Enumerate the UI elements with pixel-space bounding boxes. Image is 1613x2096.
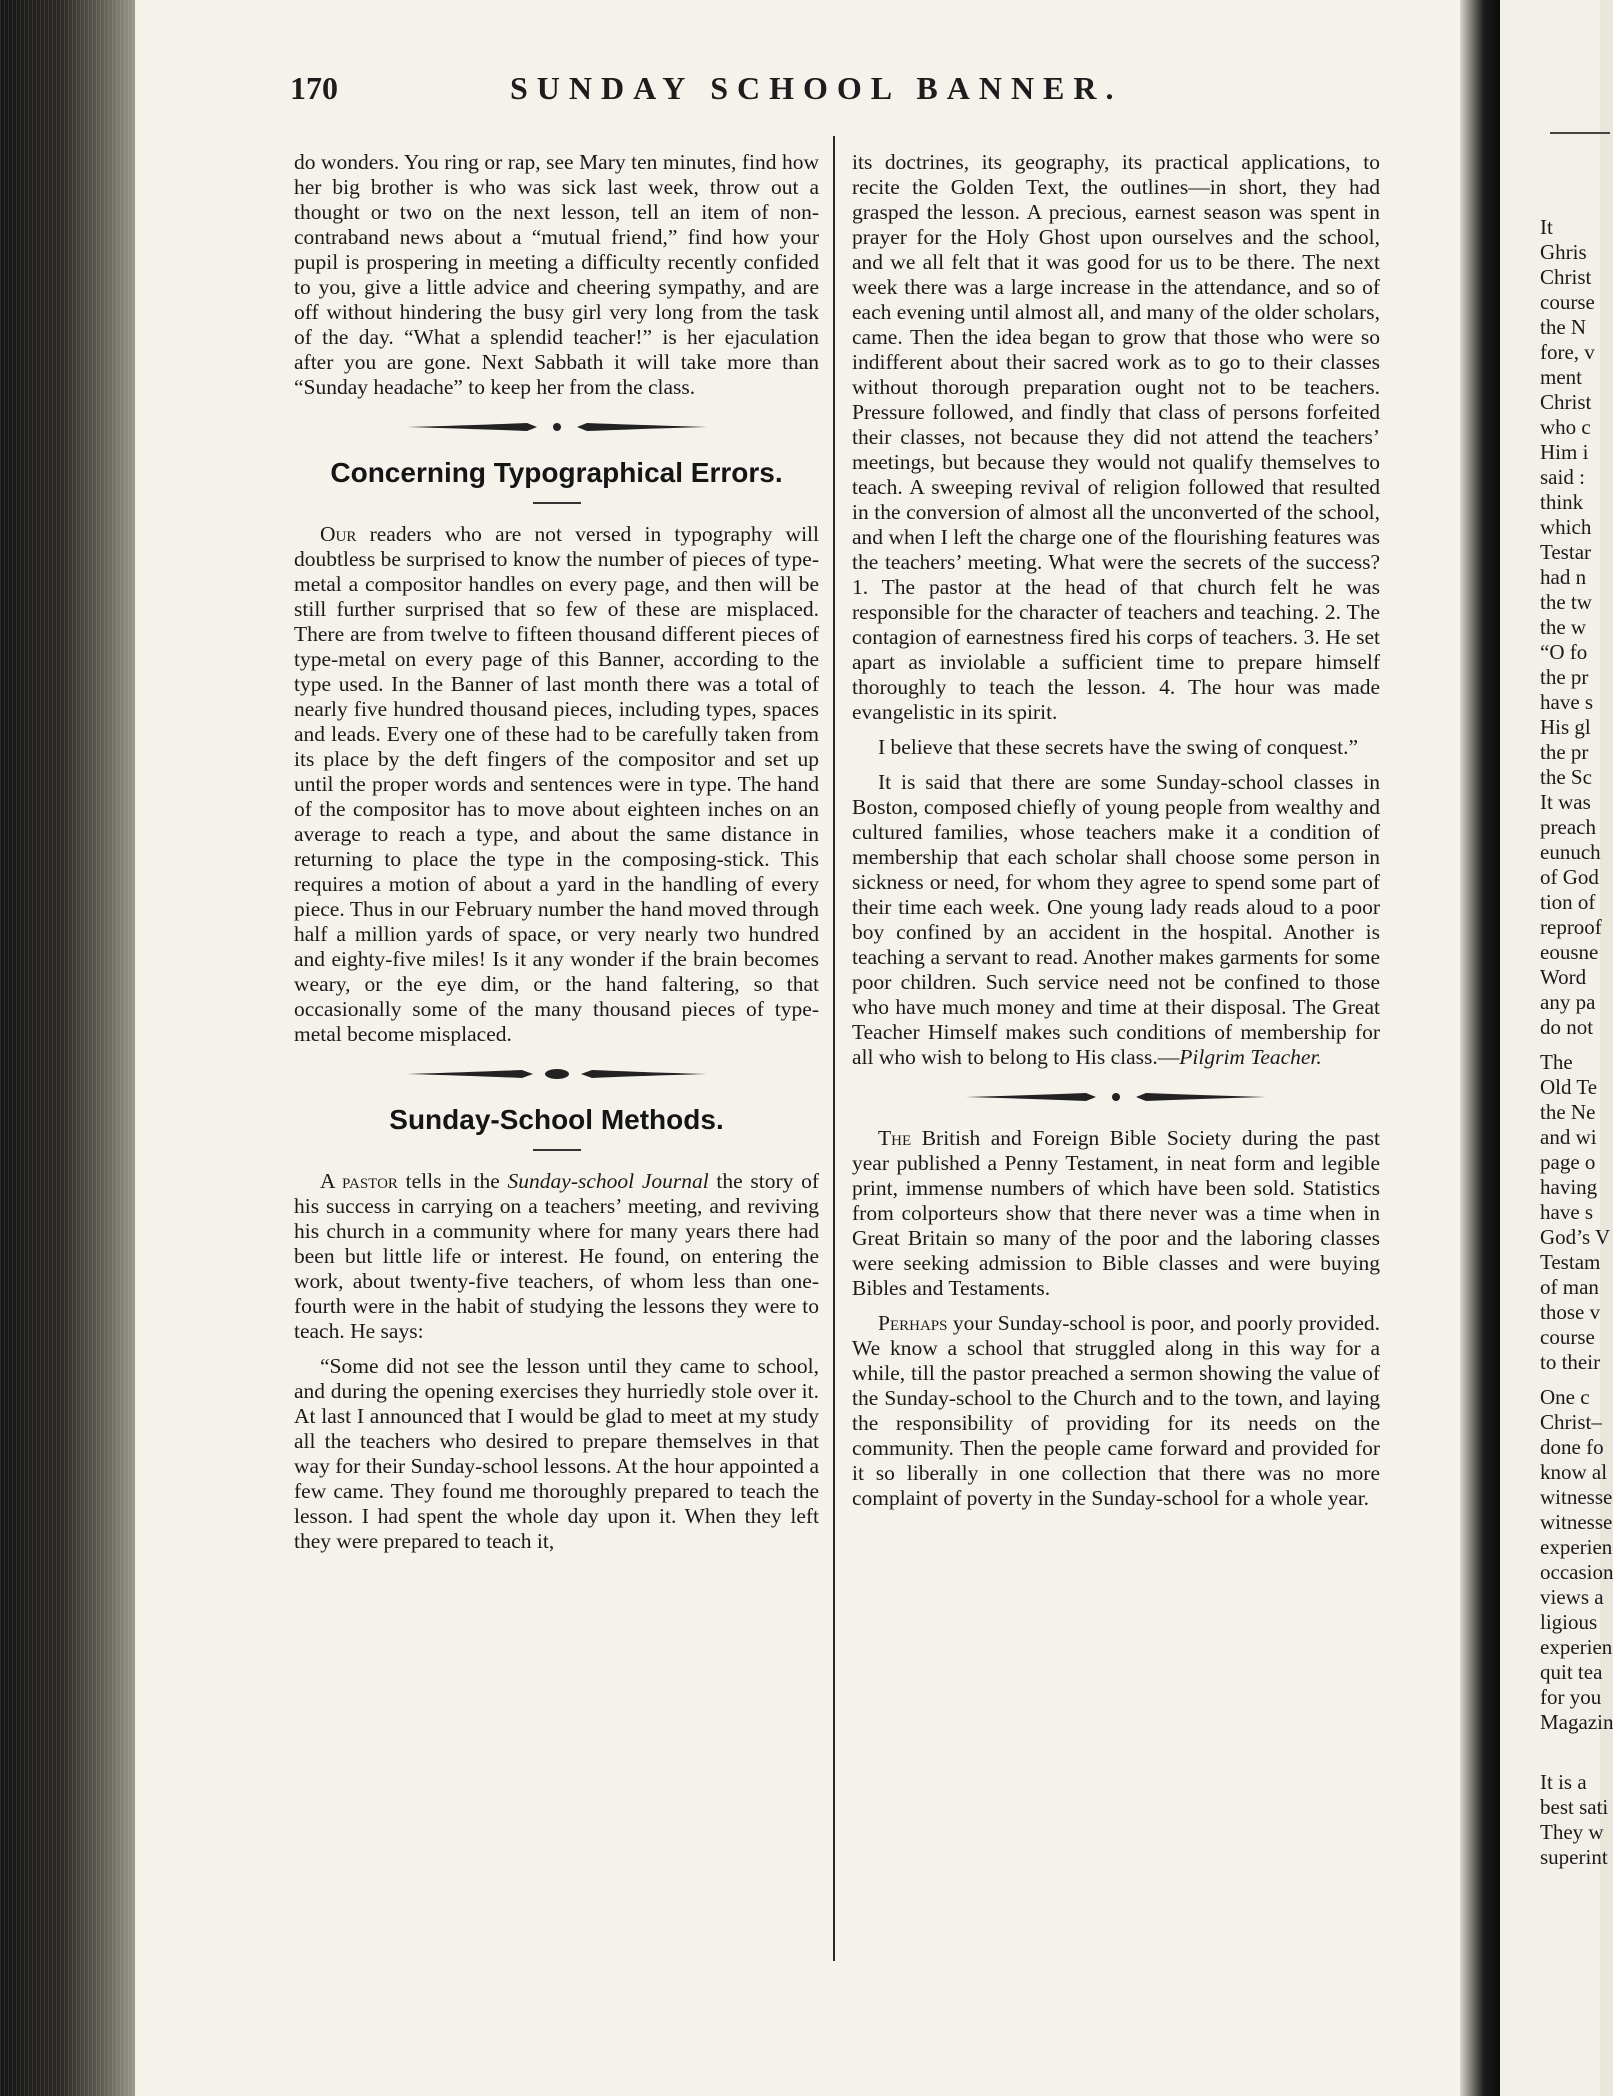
facing-page-line: best sati — [1540, 1795, 1609, 1819]
facing-page-line: the pr — [1540, 740, 1589, 764]
facing-page-line: Magazin — [1540, 1710, 1613, 1734]
running-head: SUNDAY SCHOOL BANNER. — [510, 70, 1123, 106]
facing-page-line: of God — [1540, 865, 1599, 889]
facing-page-line: the w — [1540, 615, 1587, 639]
facing-page-line: the N — [1540, 315, 1587, 339]
lead-word: Perhaps — [878, 1311, 948, 1335]
facing-page-line: quit tea — [1540, 1660, 1603, 1684]
column-divider — [833, 136, 835, 1961]
facing-page-line: witnesse — [1540, 1510, 1613, 1534]
facing-page-line: course — [1540, 290, 1595, 314]
intro-paragraph: do wonders. You ring or rap, see Mary ten minutes, find how her big brother is who was sick last week, throw out a thought or two on the next lesson, tell an item of non-contraband news about a “mutual friend,” find how your pupil is prospering in meeting a difficulty recently confided to you, give a little advice and cheering sympathy, and are off without hindering the busy girl very long from the task of the day. “What a splendid teacher!” is her ejaculation after you are gone. Next Sabbath it will take more than “Sunday headache” to keep her from the class. — [294, 150, 819, 399]
typographical-errors-paragraph — [294, 522, 819, 1047]
paragraph-text: It is said that there are some Sunday-school classes in Boston, composed chiefly of young people from wealthy and cultured families, whose teachers make it a condition of membership that each scholar shall choose some person in sickness or need, for whom they agree to spend some part of their time each week. One young lady reads aloud to a poor boy confined by an accident in the hospital. Another is teaching a servant to read. Another makes garments for some poor children. Such service need not be confined to those who have much money and time at their disposal. The Great Teacher Himself makes such conditions of membership for all who wish to belong to His class.— — [852, 770, 1380, 1069]
paragraph-text: tells in the — [405, 1169, 500, 1193]
paragraph-text: the story of his success in carrying on a teachers’ meeting, and reviving his church in a community where for many years there had been but little life or interest. He found, on entering the work, about twenty-five teachers, of whom less than one-fourth were in the habit of studying the lessons they were to teach. He says: — [294, 1169, 819, 1343]
facing-page-line: to their — [1540, 1350, 1601, 1374]
facing-page-line: fore, v — [1540, 340, 1595, 364]
facing-page-line: Ghris — [1540, 240, 1587, 264]
book-page-edges — [0, 0, 135, 2096]
conquest-paragraph: I believe that these secrets have the swing of conquest.” — [878, 735, 1358, 759]
facing-page-line: God’s V — [1540, 1225, 1611, 1249]
facing-page-line: Testam — [1540, 1250, 1601, 1274]
page-header — [290, 70, 1380, 120]
facing-page-line: views a — [1540, 1585, 1604, 1609]
poor-school-paragraph — [852, 1311, 1380, 1511]
facing-page-line: done fo — [1540, 1435, 1604, 1459]
section-title-typographical-errors: Concerning Typographical Errors. — [330, 457, 783, 488]
facing-page-line: reproof — [1540, 915, 1602, 939]
facing-page-line: do not — [1540, 1015, 1594, 1039]
facing-page-line: Old Te — [1540, 1075, 1598, 1099]
facing-page-line: tion of — [1540, 890, 1596, 914]
book-gutter — [1460, 0, 1500, 2096]
source-citation: Pilgrim Teacher. — [1179, 1045, 1322, 1069]
continued-paragraph: its doctrines, its geography, its practical applications, to recite the Golden Text, the outlines—in short, they had grasped the lesson. A precious, earnest season was spent in prayer for the Holy Ghost upon ourselves and the school, and we all felt that it was good for us to be there. The next week there was a large increase in the attendance, and so of each evening until almost all, and many of the older scholars, came. Then the idea began to grow that those who were so indifferent about their sacred work as to go to their classes without thorough preparation ought not to be teachers. Pressure followed, and findly that class of persons forfeited their classes, not because they did not attend the teachers’ meetings, but because they would not qualify themselves to teach. A sweeping revival of religion followed that resulted in the conversion of almost all the unconverted of the school, and when I left the charge one of the flourishing features was the teachers’ meeting. What were the secrets of the success? 1. The pastor at the head of that church felt he was responsible for the character of teachers and teaching. 2. The contagion of earnestness fired his corps of teachers. 3. He set apart as inviolable a sufficient time to prepare himself thoroughly to teach the lesson. 4. The hour was made evangelistic in its spirit. — [852, 150, 1380, 724]
paragraph-text: British and Foreign Bible Society during the past year published a Penny Testament, in neat form and legible print, immense numbers of which have been sold. Statistics from colporteurs show that there never was a time when in Great Britain so many of the poor and the laboring classes were seeking admission to Bible classes and were buying Bibles and Testaments. — [852, 1126, 1380, 1300]
right-column — [852, 150, 1380, 1521]
facing-page-line: It — [1540, 215, 1553, 239]
facing-page-line: ligious — [1540, 1610, 1598, 1634]
facing-page-line: have s — [1540, 690, 1594, 714]
facing-page-line: One c — [1540, 1385, 1590, 1409]
lead-word: A pastor — [320, 1169, 398, 1193]
facing-page-line: those v — [1540, 1300, 1601, 1324]
facing-page-line: witnesse — [1540, 1485, 1613, 1509]
facing-page-line: superint — [1540, 1845, 1608, 1869]
facing-page-line: eunuch — [1540, 840, 1601, 864]
methods-paragraph-2: “Some did not see the lesson until they came to school, and during the opening exercises they hurriedly stole over it. At last I announced that I would be glad to meet at my study all the teachers who desired to prepare themselves in that way for their Sunday-school lessons. At the hour appointed a few came. They found me thoroughly prepared to teach the lesson. I had spent the whole day upon it. When they left they were prepared to teach it, — [294, 1354, 819, 1553]
ornament-divider — [407, 420, 707, 434]
paragraph-body: readers who are not versed in typography will doubtless be surprised to know the number of pieces of type-metal a compositor handles on every page, and then will be still further surprised that so few of these are misplaced. There are from twelve to fifteen thousand different pieces of type-metal on every page of this Banner, according to the type used. In the Banner of last month there was a total of nearly five hundred thousand pieces, including types, spaces and leads. Every one of these had to be carefully taken from its place by the deft fingers of the compositor and set up until the proper words and sentences were in type. The hand of the compositor has to move about eighteen inches on an average to reach a type, and about the same distance in returning to place the type in the composing-stick. This requires a motion of about a yard in the handling of every piece. Thus in our February number the hand moved through half a million yards of space, or very nearly two hundred and eighty-five miles! Is it any wonder if the brain becomes weary, or the eye dim, or the hand faltering, so that occasionally some of the many thousand pieces of type-metal become misplaced. — [294, 522, 819, 1046]
facing-page-line: experien — [1540, 1535, 1613, 1559]
title-underline — [533, 502, 581, 504]
facing-page-line: ment — [1540, 365, 1582, 389]
facing-page-line: page o — [1540, 1150, 1596, 1174]
facing-page-line: Testar — [1540, 540, 1592, 564]
boston-paragraph — [852, 770, 1380, 1070]
facing-page-line: Christ — [1540, 390, 1592, 414]
facing-page-line: who c — [1540, 415, 1591, 439]
facing-page-line: experien — [1540, 1635, 1613, 1659]
facing-page-line: preach — [1540, 815, 1596, 839]
facing-page-line: It was — [1540, 790, 1591, 814]
facing-page-line: which — [1540, 515, 1592, 539]
facing-page-line: eousne — [1540, 940, 1599, 964]
left-column — [294, 150, 819, 1564]
facing-page — [1500, 0, 1613, 2096]
facing-page-line: “O fo — [1540, 640, 1588, 664]
facing-page-line: think — [1540, 490, 1584, 514]
facing-page-line: of man — [1540, 1275, 1599, 1299]
lead-word: Our — [320, 522, 357, 546]
title-underline — [533, 1149, 581, 1151]
lead-word: The — [878, 1126, 912, 1150]
facing-page-line: the Sc — [1540, 765, 1592, 789]
facing-page-line: any pa — [1540, 990, 1596, 1014]
facing-page-line: Word — [1540, 965, 1587, 989]
facing-page-line: Christ — [1540, 265, 1592, 289]
facing-page-line: and wi — [1540, 1125, 1597, 1149]
section-title-sunday-school-methods: Sunday-School Methods. — [389, 1104, 724, 1135]
paragraph-text: your Sunday-school is poor, and poorly provided. We know a school that struggled along in this way for a while, till the pastor preached a sermon showing the value of the Sunday-school to the Church and to the town, and laying the responsibility of providing for its needs on the community. Then the people came forward and provided for it so liberally in one collection that there was no more complaint of poverty in the Sunday-school for a whole year. — [852, 1311, 1380, 1510]
bible-society-paragraph — [852, 1126, 1380, 1301]
facing-page-line: They w — [1540, 1820, 1604, 1844]
facing-page-line: for you — [1540, 1685, 1602, 1709]
facing-page-line: Him i — [1540, 440, 1589, 464]
facing-page-line: The — [1540, 1050, 1573, 1074]
methods-paragraph-1 — [294, 1169, 819, 1344]
facing-page-line: the Ne — [1540, 1100, 1596, 1124]
facing-page-line: the pr — [1540, 665, 1589, 689]
ornament-divider — [966, 1090, 1266, 1104]
facing-page-line: occasion — [1540, 1560, 1613, 1584]
facing-page-line: It is a — [1540, 1770, 1587, 1794]
facing-page-line: the tw — [1540, 590, 1592, 614]
ornament-divider — [407, 1067, 707, 1081]
facing-page-line: had n — [1540, 565, 1587, 589]
facing-page-line: said : — [1540, 465, 1585, 489]
facing-page-line: having — [1540, 1175, 1598, 1199]
facing-page-line: have s — [1540, 1200, 1594, 1224]
facing-page-line: know al — [1540, 1460, 1608, 1484]
facing-page-line: His gl — [1540, 715, 1591, 739]
page-number: 170 — [290, 70, 338, 106]
facing-page-line: Christ– — [1540, 1410, 1602, 1434]
facing-page-rule — [1550, 132, 1610, 134]
facing-page-line: course — [1540, 1325, 1595, 1349]
journal-title: Sunday-school Journal — [507, 1169, 709, 1193]
